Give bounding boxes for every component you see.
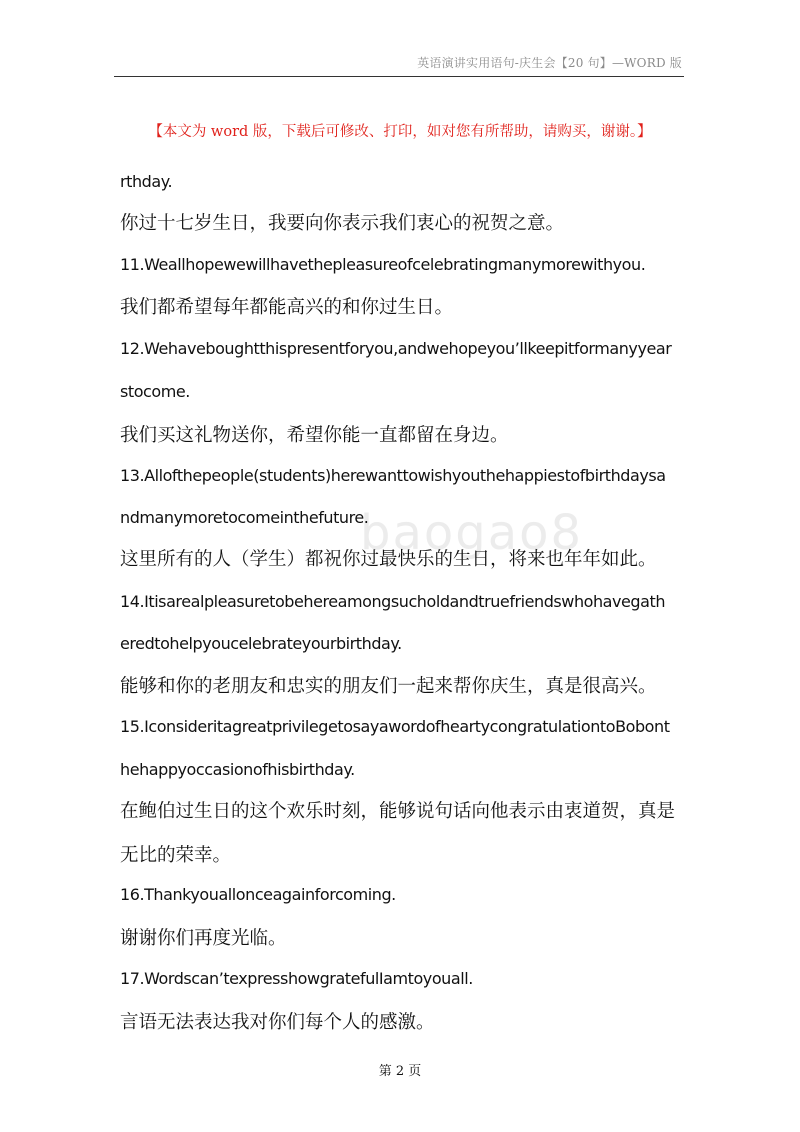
text-line-english: 16.Thankyouallonceagainforcoming. xyxy=(120,885,396,904)
page-number: 第 2 页 xyxy=(378,1064,422,1079)
text-line-chinese: 谢谢你们再度光临。 xyxy=(120,928,287,949)
text-line-english: 15.IconsideritagreatprivilegetosayawordofheartycongratulationtoBobont xyxy=(120,717,670,736)
text-line-english: eredtohelpyoucelebrateyourbirthday. xyxy=(120,634,402,653)
text-line-english: 12.Wehaveboughtthispresentforyou,andwehopeyou’llkeepitformanyyear xyxy=(120,339,672,358)
text-line-chinese: 在鲍伯过生日的这个欢乐时刻，能够说句话向他表示由衷道贺，真是 xyxy=(120,801,676,822)
text-line-english: 13.Allofthepeople(students)herewanttowishyouthehappiestofbirthdaysa xyxy=(120,466,666,485)
header-title: 英语演讲实用语句-庆生会【20 句】—WORD 版 xyxy=(417,56,682,70)
text-line-english: 11.Weallhopewewillhavethepleasureofcelebratingmanymorewithyou. xyxy=(120,255,646,274)
text-line-chinese: 你过十七岁生日，我要向你表示我们衷心的祝贺之意。 xyxy=(120,213,565,234)
text-line-chinese: 言语无法表达我对你们每个人的感激。 xyxy=(120,1012,435,1033)
copyright-notice: 【本文为 word 版，下载后可修改、打印，如对您有所帮助，请购买，谢谢。】 xyxy=(148,124,652,140)
page-header xyxy=(114,52,684,77)
text-line-english: 14.Itisarealpleasuretobehereamongsucholdandtruefriendswhohavegath xyxy=(120,592,666,611)
text-line-english: ndmanymoretocomeinthefuture. xyxy=(120,508,369,527)
text-line-english: stocome. xyxy=(120,382,190,401)
watermark: baogao8 xyxy=(360,505,584,561)
text-line-chinese: 能够和你的老朋友和忠实的朋友们一起来帮你庆生，真是很高兴。 xyxy=(120,676,657,697)
text-line-english: rthday. xyxy=(120,172,173,191)
text-line-chinese: 我们买这礼物送你，希望你能一直都留在身边。 xyxy=(120,425,509,446)
text-line-english: 17.Wordscan’texpresshowgratefulIamtoyouall. xyxy=(120,969,473,988)
text-line-chinese: 无比的荣幸。 xyxy=(120,845,232,866)
text-line-english: hehappyoccasionofhisbirthday. xyxy=(120,760,355,779)
text-line-chinese: 我们都希望每年都能高兴的和你过生日。 xyxy=(120,297,454,318)
text-line-chinese: 这里所有的人（学生）都祝你过最快乐的生日，将来也年年如此。 xyxy=(120,549,657,570)
